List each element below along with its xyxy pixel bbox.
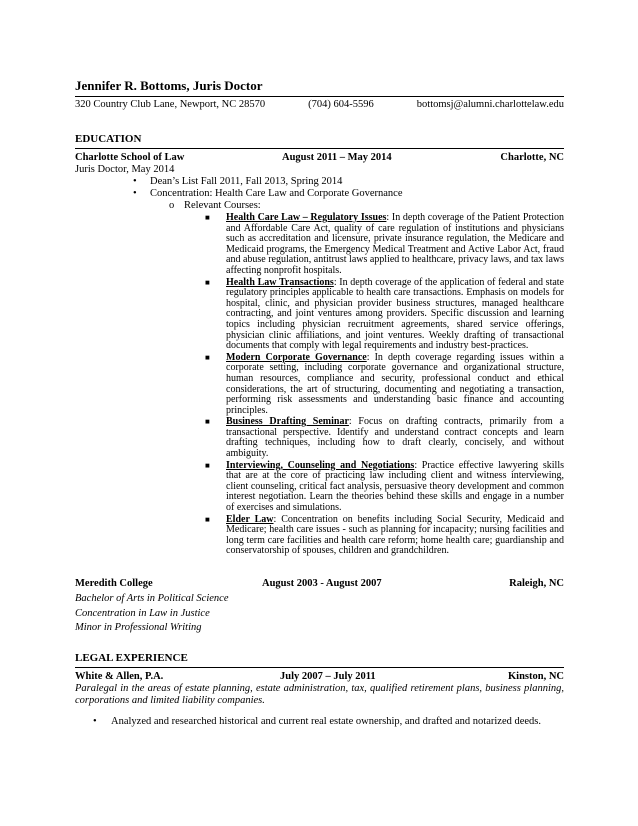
job-description: Paralegal in the areas of estate planning, estate administration, tax, qualified retirement plans, business planning, corporations and limited liability companies. [75, 682, 564, 706]
list-item: • Analyzed and researched historical and current real estate ownership, and drafted and notarized deeds. [93, 715, 542, 727]
course-title: Elder Law [226, 513, 274, 525]
course-title: Health Care Law – Regulatory Issues [226, 212, 387, 223]
course-title: Business Drafting Seminar [226, 416, 349, 428]
list-item: • Dean’s List Fall 2011, Fall 2013, Spring 2014 [133, 176, 343, 187]
section-divider [75, 148, 564, 149]
law-school-name: Charlotte School of Law [75, 152, 185, 163]
college-name: Meredith College [75, 578, 153, 589]
course-item [75, 461, 564, 514]
college-row [75, 577, 564, 590]
college-dates: August 2003 - August 2007 [262, 578, 382, 589]
course-desc: : In depth coverage of the application of federal and state regulatory principles applicable to health care transactions. Emphasis on models for hospital, clinic, and physician provider business structures, managed healthcare contracting, and joint ventures among providers. Specific discussion and learning topics including physician recruitment agreements, shared service offerings, physician clinic affiliations, and joint ventures. Weekly drafting of transactional documents that comply with legal requirements and industry best-practices. [226, 276, 564, 352]
law-degree: Juris Doctor, May 2014 [75, 164, 175, 175]
square-bullet-icon: ■ [205, 277, 210, 287]
resume-page [75, 78, 564, 728]
bullet-icon: • [133, 176, 137, 187]
college-location: Raleigh, NC [509, 578, 564, 589]
square-bullet-icon: ■ [205, 514, 210, 524]
college-minor: Minor in Professional Writing [75, 622, 202, 633]
course-item [75, 515, 564, 557]
course-item [75, 278, 564, 352]
law-school-location: Charlotte, NC [500, 152, 564, 163]
relevant-courses-label: o Relevant Courses: [169, 200, 261, 211]
course-desc: : Focus on drafting contracts, primarily from a transactional perspective. Identify and understand contract concepts and learn drafting techniques, including how to draft clearly, concisely, and without ambiguity. [226, 416, 564, 460]
course-title: Interviewing, Counseling and Negotiations [226, 459, 415, 471]
course-item [75, 213, 564, 277]
list-item: • Concentration: Health Care Law and Corporate Governance [133, 188, 403, 199]
square-bullet-icon: ■ [205, 213, 210, 222]
contact-line [75, 96, 564, 111]
bullet-icon: • [133, 188, 137, 199]
section-divider [75, 667, 564, 668]
bullet-icon: • [93, 715, 97, 727]
course-desc: : Practice effective lawyering skills that are at the core of practicing law including client and witness interviewing, client counseling, critical fact analysis, persuasive theory development and common interest negotiation. Learn the theories behind these skills and engage in a number of exercises and simulations. [226, 459, 565, 514]
course-item [75, 417, 564, 459]
address: 320 Country Club Lane, Newport, NC 28570 [75, 99, 266, 110]
square-bullet-icon: ■ [205, 352, 210, 362]
college-concentration: Concentration in Law in Justice [75, 607, 210, 619]
course-title: Modern Corporate Governance [226, 351, 367, 363]
course-desc: : Concentration on benefits including Social Security, Medicaid and Medicare; health care issues - such as planning for incapacity; nursing facilities and long term care facilities and health care reform; home health care; guardianship and conservatorship of spouses, children and grandchildren. [226, 513, 564, 557]
course-desc: : In depth coverage of the Patient Protection and Affordable Care Act, quality of care regulation of institutions and physicians such as accreditation and licensure, private insurance regulation, the Medicare and Medicaid programs, the Emergency Medical Treatment and Active Labor Act, fraud and abuse regulation, antitrust laws applied to healthcare, privacy laws, and tax laws affecting nonprofit hospitals. [226, 212, 564, 276]
college-degree: Bachelor of Arts in Political Science [75, 593, 229, 604]
law-school-row [75, 151, 564, 164]
course-title: Health Law Transactions [226, 276, 334, 288]
firm-name: White & Allen, P.A. [75, 670, 164, 682]
course-item [75, 353, 564, 417]
job-row [75, 670, 564, 683]
candidate-name: Jennifer R. Bottoms, Juris Doctor [75, 78, 263, 93]
email: bottomsj@alumni.charlottelaw.edu [416, 99, 564, 110]
education-heading: EDUCATION [75, 133, 142, 145]
square-bullet-icon: ■ [205, 460, 210, 470]
law-school-dates: August 2011 – May 2014 [282, 152, 392, 163]
circle-bullet-icon: o [169, 200, 175, 211]
course-desc: : In depth coverage regarding issues within a corporate setting, including corporate governance and organizational structure, human resources, compliance and security, professional conduct and ethical considerations, the art of structuring, documenting and negotiating a transaction, performing risk assessments and understanding basic finance and accounting principles. [226, 351, 564, 416]
phone: (704) 604-5596 [308, 99, 374, 110]
legal-experience-heading: LEGAL EXPERIENCE [75, 651, 188, 664]
square-bullet-icon: ■ [205, 417, 210, 427]
job-location: Kinston, NC [507, 670, 564, 682]
job-dates: July 2007 – July 2011 [280, 670, 376, 682]
